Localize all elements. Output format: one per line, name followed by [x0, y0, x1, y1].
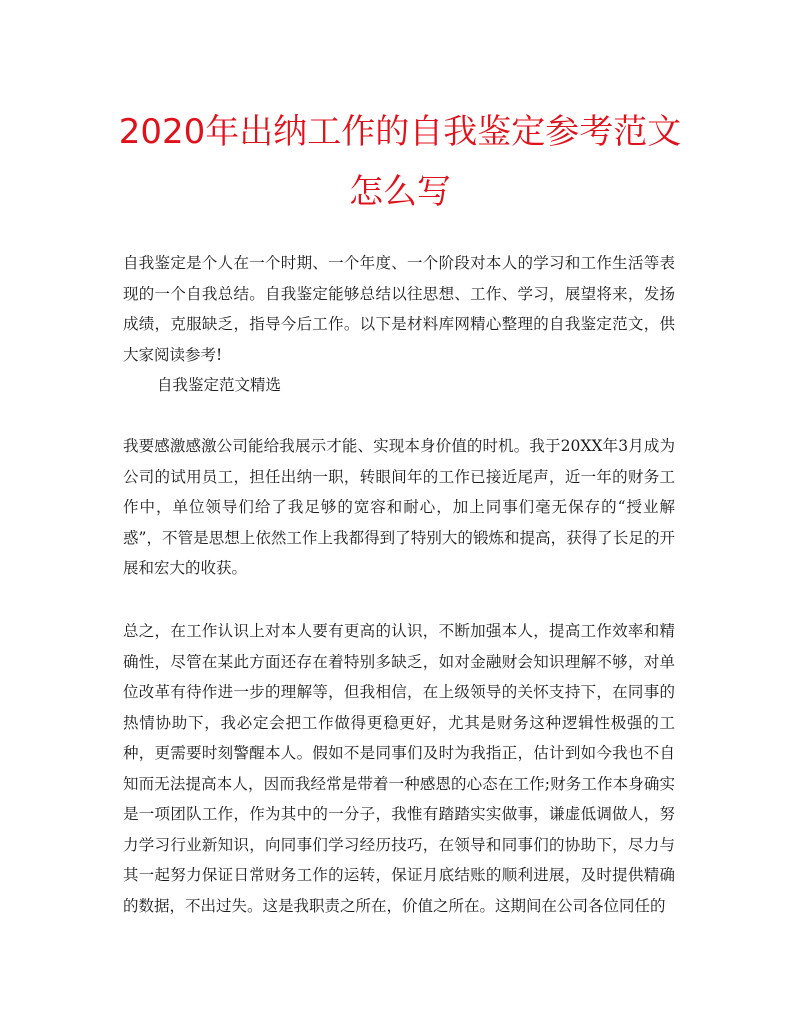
intro-paragraph: 自我鉴定是个人在一个时期、一个年度、一个阶段对本人的学习和工作生活等表现的一个自我总结。自我鉴定能够总结以往思想、工作、学习，展望将来，发扬成绩，克服缺乏，指导今后工作。以下是材料库网精心整理的自我鉴定范文，供大家阅读参考! — [123, 254, 675, 364]
body-paragraph-2: 我要感激感激公司能给我展示才能、实现本身价值的时机。我于20XX年3月成为公司的试用员工，担任出纳一职，转眼间年的工作已接近尾声，近一年的财务工作中，单位领导们给了我足够的宽容和耐心，加上同事们毫无保存的“授业解惑”，不管是思想上依然工作上我都得到了特别大的锻炼和提高，获得了长足的开展和宏大的收获。 — [123, 437, 675, 577]
body-paragraph-3: 总之，在工作认识上对本人要有更高的认识，不断加强本人，提高工作效率和精确性，尽管在某此方面还存在着特别多缺乏，如对金融财会知识理解不够，对单位改革有待作进一步的理解等，但我相信，在上级领导的关怀支持下，在同事的热情协助下，我必定会把工作做得更稳更好，尤其是财务这种逻辑性极强的工种，更需要时刻警醒本人。假如不是同事们及时为我指正，估计到如今我也不自知而无法提高本人，因而我经常是带着一种感恩的心态在工作;财务工作本身确实是一项团队工作，作为其中的一分子，我惟有踏踏实实做事，谦虚低调做人，努力学习行业新知识，向同事们学习经历技巧，在领导和同事们的协助下，尽力与其一起努力保证日常财务工作的运转，保证月底结账的顺利进展，及时提供精确的数据，不出过失。这是我职责之所在，价值之所在。这期间在公司各位同任的 — [123, 622, 675, 915]
section-subheading: 自我鉴定范文精选 — [157, 376, 282, 394]
document-title: 2020年出纳工作的自我鉴定参考范文怎么写 — [118, 112, 682, 212]
